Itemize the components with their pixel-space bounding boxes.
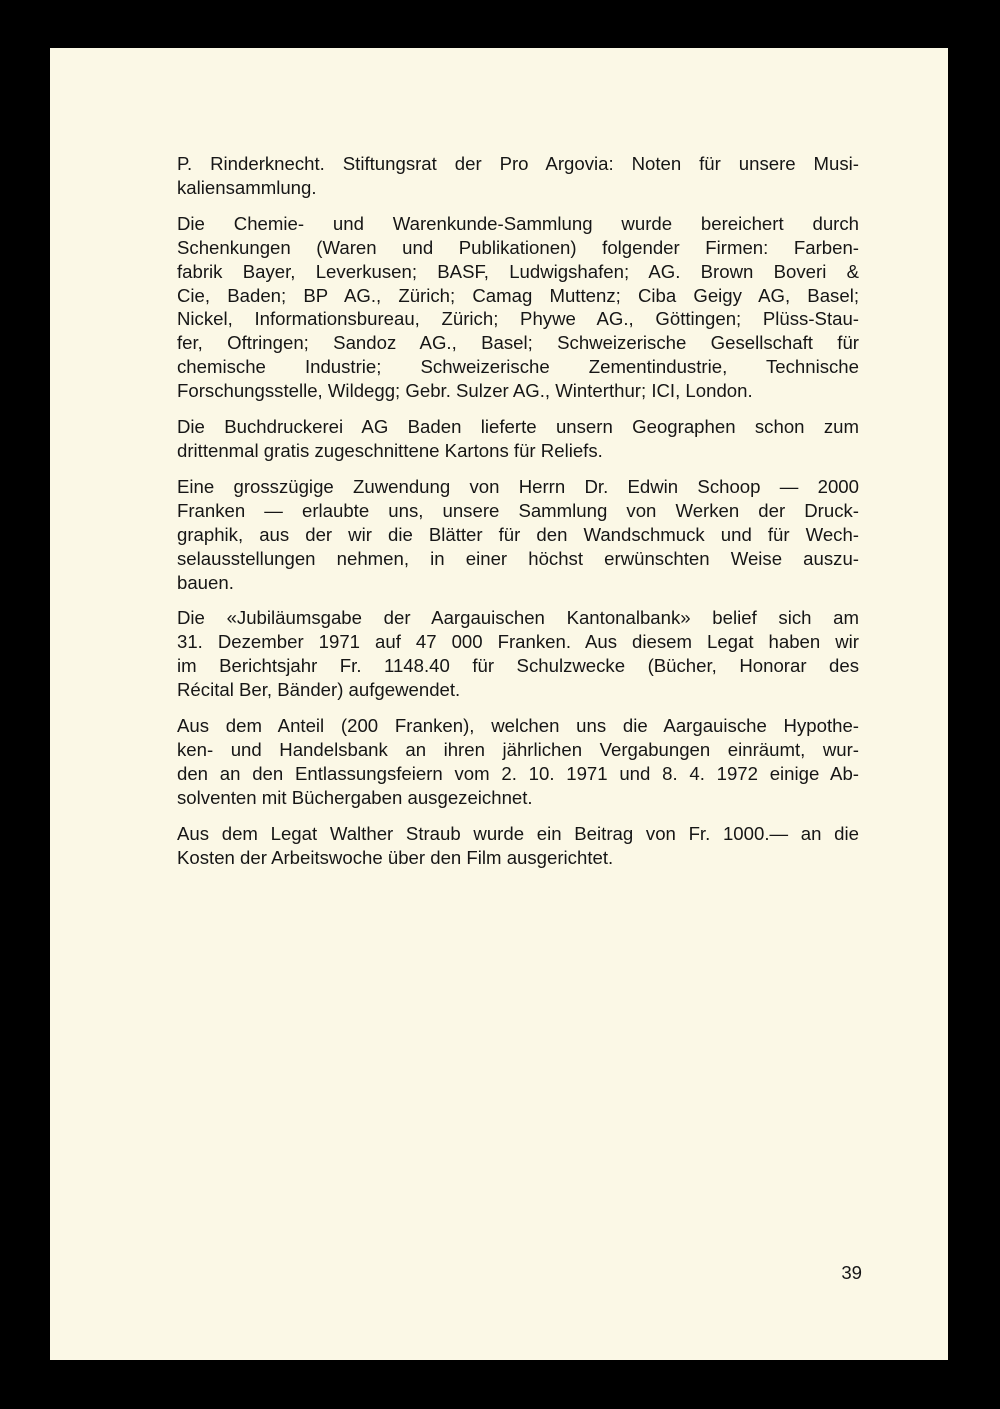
text-line: Récital Ber, Bänder) aufgewendet.	[177, 679, 461, 701]
page-number: 39	[841, 1262, 862, 1283]
text-line: Die Chemie- und Warenkunde-Sammlung wurde bereichert durch	[177, 212, 859, 234]
document-page	[50, 48, 948, 1360]
paragraph	[177, 714, 859, 810]
paragraph	[177, 606, 859, 702]
paragraph	[177, 152, 859, 200]
text-line: Aus dem Anteil (200 Franken), welchen uns die Aargauische Hypothe-	[177, 715, 859, 737]
text-line: fabrik Bayer, Leverkusen; BASF, Ludwigshafen; AG. Brown Boveri &	[177, 260, 859, 282]
paragraph	[177, 415, 859, 463]
text-line: kaliensammlung.	[177, 176, 317, 198]
text-line: ken- und Handelsbank an ihren jährlichen Vergabungen einräumt, wur-	[177, 738, 859, 760]
text-line: P. Rinderknecht. Stiftungsrat der Pro Argovia: Noten für unsere Musi-	[177, 153, 859, 174]
paragraph	[177, 212, 859, 403]
text-line: fer, Oftringen; Sandoz AG., Basel; Schweizerische Gesellschaft für	[177, 332, 859, 354]
text-line: bauen.	[177, 571, 234, 593]
body-text	[177, 152, 859, 869]
text-line: den an den Entlassungsfeiern vom 2. 10. 1971 und 8. 4. 1972 einige Ab-	[177, 762, 859, 784]
text-line: Eine grosszügige Zuwendung von Herrn Dr. Edwin Schoop — 2000	[177, 475, 859, 497]
text-line: Forschungsstelle, Wildegg; Gebr. Sulzer AG., Winterthur; ICI, London.	[177, 380, 753, 402]
text-line: 31. Dezember 1971 auf 47 000 Franken. Aus diesem Legat haben wir	[177, 631, 859, 653]
text-line: Franken — erlaubte uns, unsere Sammlung von Werken der Druck-	[177, 499, 859, 521]
text-line: Nickel, Informationsbureau, Zürich; Phywe AG., Göttingen; Plüss-Stau-	[177, 308, 859, 330]
text-line: Aus dem Legat Walther Straub wurde ein Beitrag von Fr. 1000.— an die	[177, 822, 859, 844]
text-line: im Berichtsjahr Fr. 1148.40 für Schulzwecke (Bücher, Honorar des	[177, 655, 859, 677]
text-line: selausstellungen nehmen, in einer höchst erwünschten Weise auszu-	[177, 547, 859, 569]
text-line: Schenkungen (Waren und Publikationen) folgender Firmen: Farben-	[177, 236, 859, 258]
text-line: graphik, aus der wir die Blätter für den Wandschmuck und für Wech-	[177, 523, 859, 545]
paragraph	[177, 475, 859, 595]
text-line: Die Buchdruckerei AG Baden lieferte unsern Geographen schon zum	[177, 416, 859, 438]
text-line: chemische Industrie; Schweizerische Zementindustrie, Technische	[177, 356, 859, 378]
text-line: drittenmal gratis zugeschnittene Kartons für Reliefs.	[177, 439, 603, 461]
text-line: Cie, Baden; BP AG., Zürich; Camag Muttenz; Ciba Geigy AG, Basel;	[177, 284, 859, 306]
text-line: Kosten der Arbeitswoche über den Film ausgerichtet.	[177, 846, 614, 868]
paragraph	[177, 822, 859, 870]
text-line: Die «Jubiläumsgabe der Aargauischen Kantonalbank» belief sich am	[177, 607, 859, 629]
text-line: solventen mit Büchergaben ausgezeichnet.	[177, 786, 533, 808]
